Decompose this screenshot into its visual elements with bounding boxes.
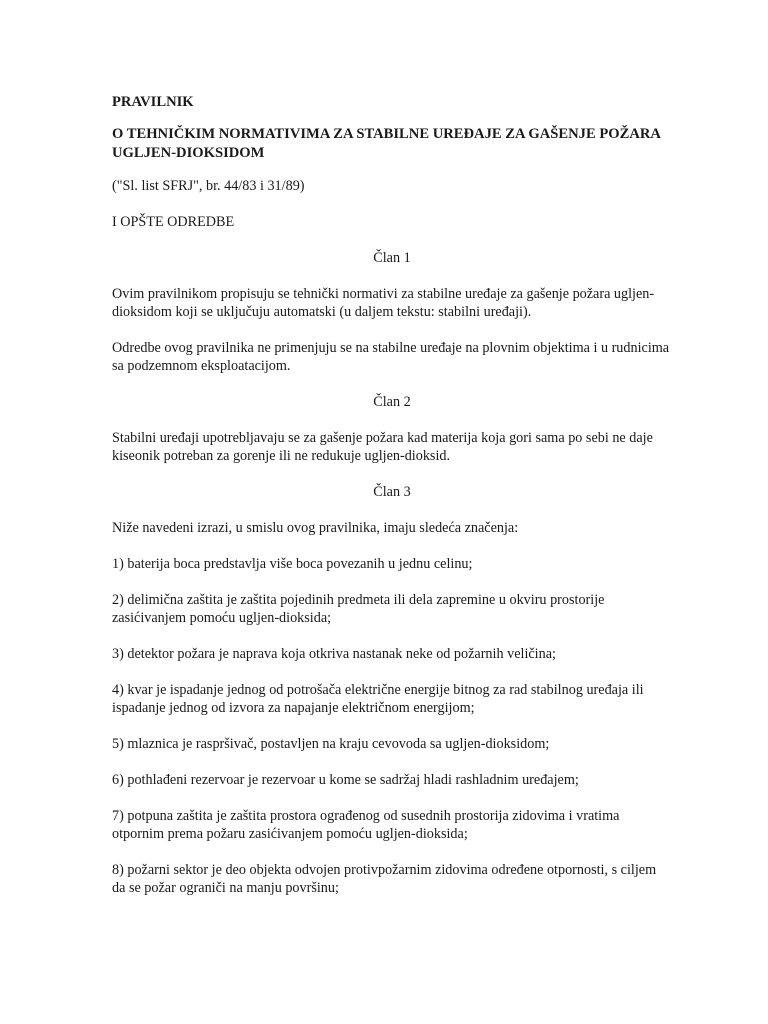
document-subtitle: O TEHNIČKIM NORMATIVIMA ZA STABILNE UREĐAJE ZA GAŠENJE POŽARA UGLJEN-DIOKSIDOM bbox=[112, 126, 661, 161]
article-1 bbox=[112, 249, 672, 375]
definition-item: 1) baterija boca predstavlja više boca povezanih u jednu celinu; bbox=[112, 556, 473, 572]
article-3 bbox=[112, 483, 672, 897]
article-2 bbox=[112, 393, 672, 465]
article-paragraph: Niže navedeni izrazi, u smislu ovog pravilnika, imaju sledeća značenja: bbox=[112, 520, 519, 536]
definition-item: 7) potpuna zaštita je zaštita prostora ograđenog od susednih prostorija zidovima i vratima otpornim prema požaru zasićivanjem pomoću ugljen-dioksida; bbox=[112, 808, 620, 842]
definition-item: 5) mlaznica je raspršivač, postavljen na kraju cevovoda sa ugljen-dioksidom; bbox=[112, 736, 550, 752]
definition-item: 4) kvar je ispadanje jednog od potrošača električne energije bitnog za rad stabilnog uređaja ili ispadanje jednog od izvora za napajanje električnom energijom; bbox=[112, 682, 644, 716]
definition-item: 3) detektor požara je naprava koja otkriva nastanak neke od požarnih veličina; bbox=[112, 646, 556, 662]
article-paragraph: Stabilni uređaji upotrebljavaju se za gašenje požara kad materija koja gori sama po sebi ne daje kiseonik potreban za gorenje ili ne redukuje ugljen-dioksid. bbox=[112, 430, 653, 464]
article-heading: Član 1 bbox=[373, 250, 411, 266]
definition-item: 2) delimična zaštita je zaštita pojedinih predmeta ili dela zapremine u okviru prostorije zasićivanjem pomoću ugljen-dioksida; bbox=[112, 592, 605, 626]
document-title: PRAVILNIK bbox=[112, 94, 194, 110]
section-heading: I OPŠTE ODREDBE bbox=[112, 214, 235, 230]
definition-item: 8) požarni sektor je deo objekta odvojen protivpožarnim zidovima određene otpornosti, s ciljem da se požar ograniči na manju površinu; bbox=[112, 862, 657, 896]
definition-item: 6) pothlađeni rezervoar je rezervoar u kome se sadržaj hladi rashladnim uređajem; bbox=[112, 772, 579, 788]
document-page bbox=[112, 93, 672, 915]
article-heading: Član 3 bbox=[373, 484, 411, 500]
article-heading: Član 2 bbox=[373, 394, 411, 410]
article-paragraph: Odredbe ovog pravilnika ne primenjuju se na stabilne uređaje na plovnim objektima i u rudnicima sa podzemnom eksploatacijom. bbox=[112, 340, 670, 374]
document-reference: ("Sl. list SFRJ", br. 44/83 i 31/89) bbox=[112, 178, 305, 194]
article-paragraph: Ovim pravilnikom propisuju se tehnički normativi za stabilne uređaje za gašenje požara ugljen-dioksidom koji se uključuju automatski (u daljem tekstu: stabilni uređaji). bbox=[112, 286, 655, 320]
